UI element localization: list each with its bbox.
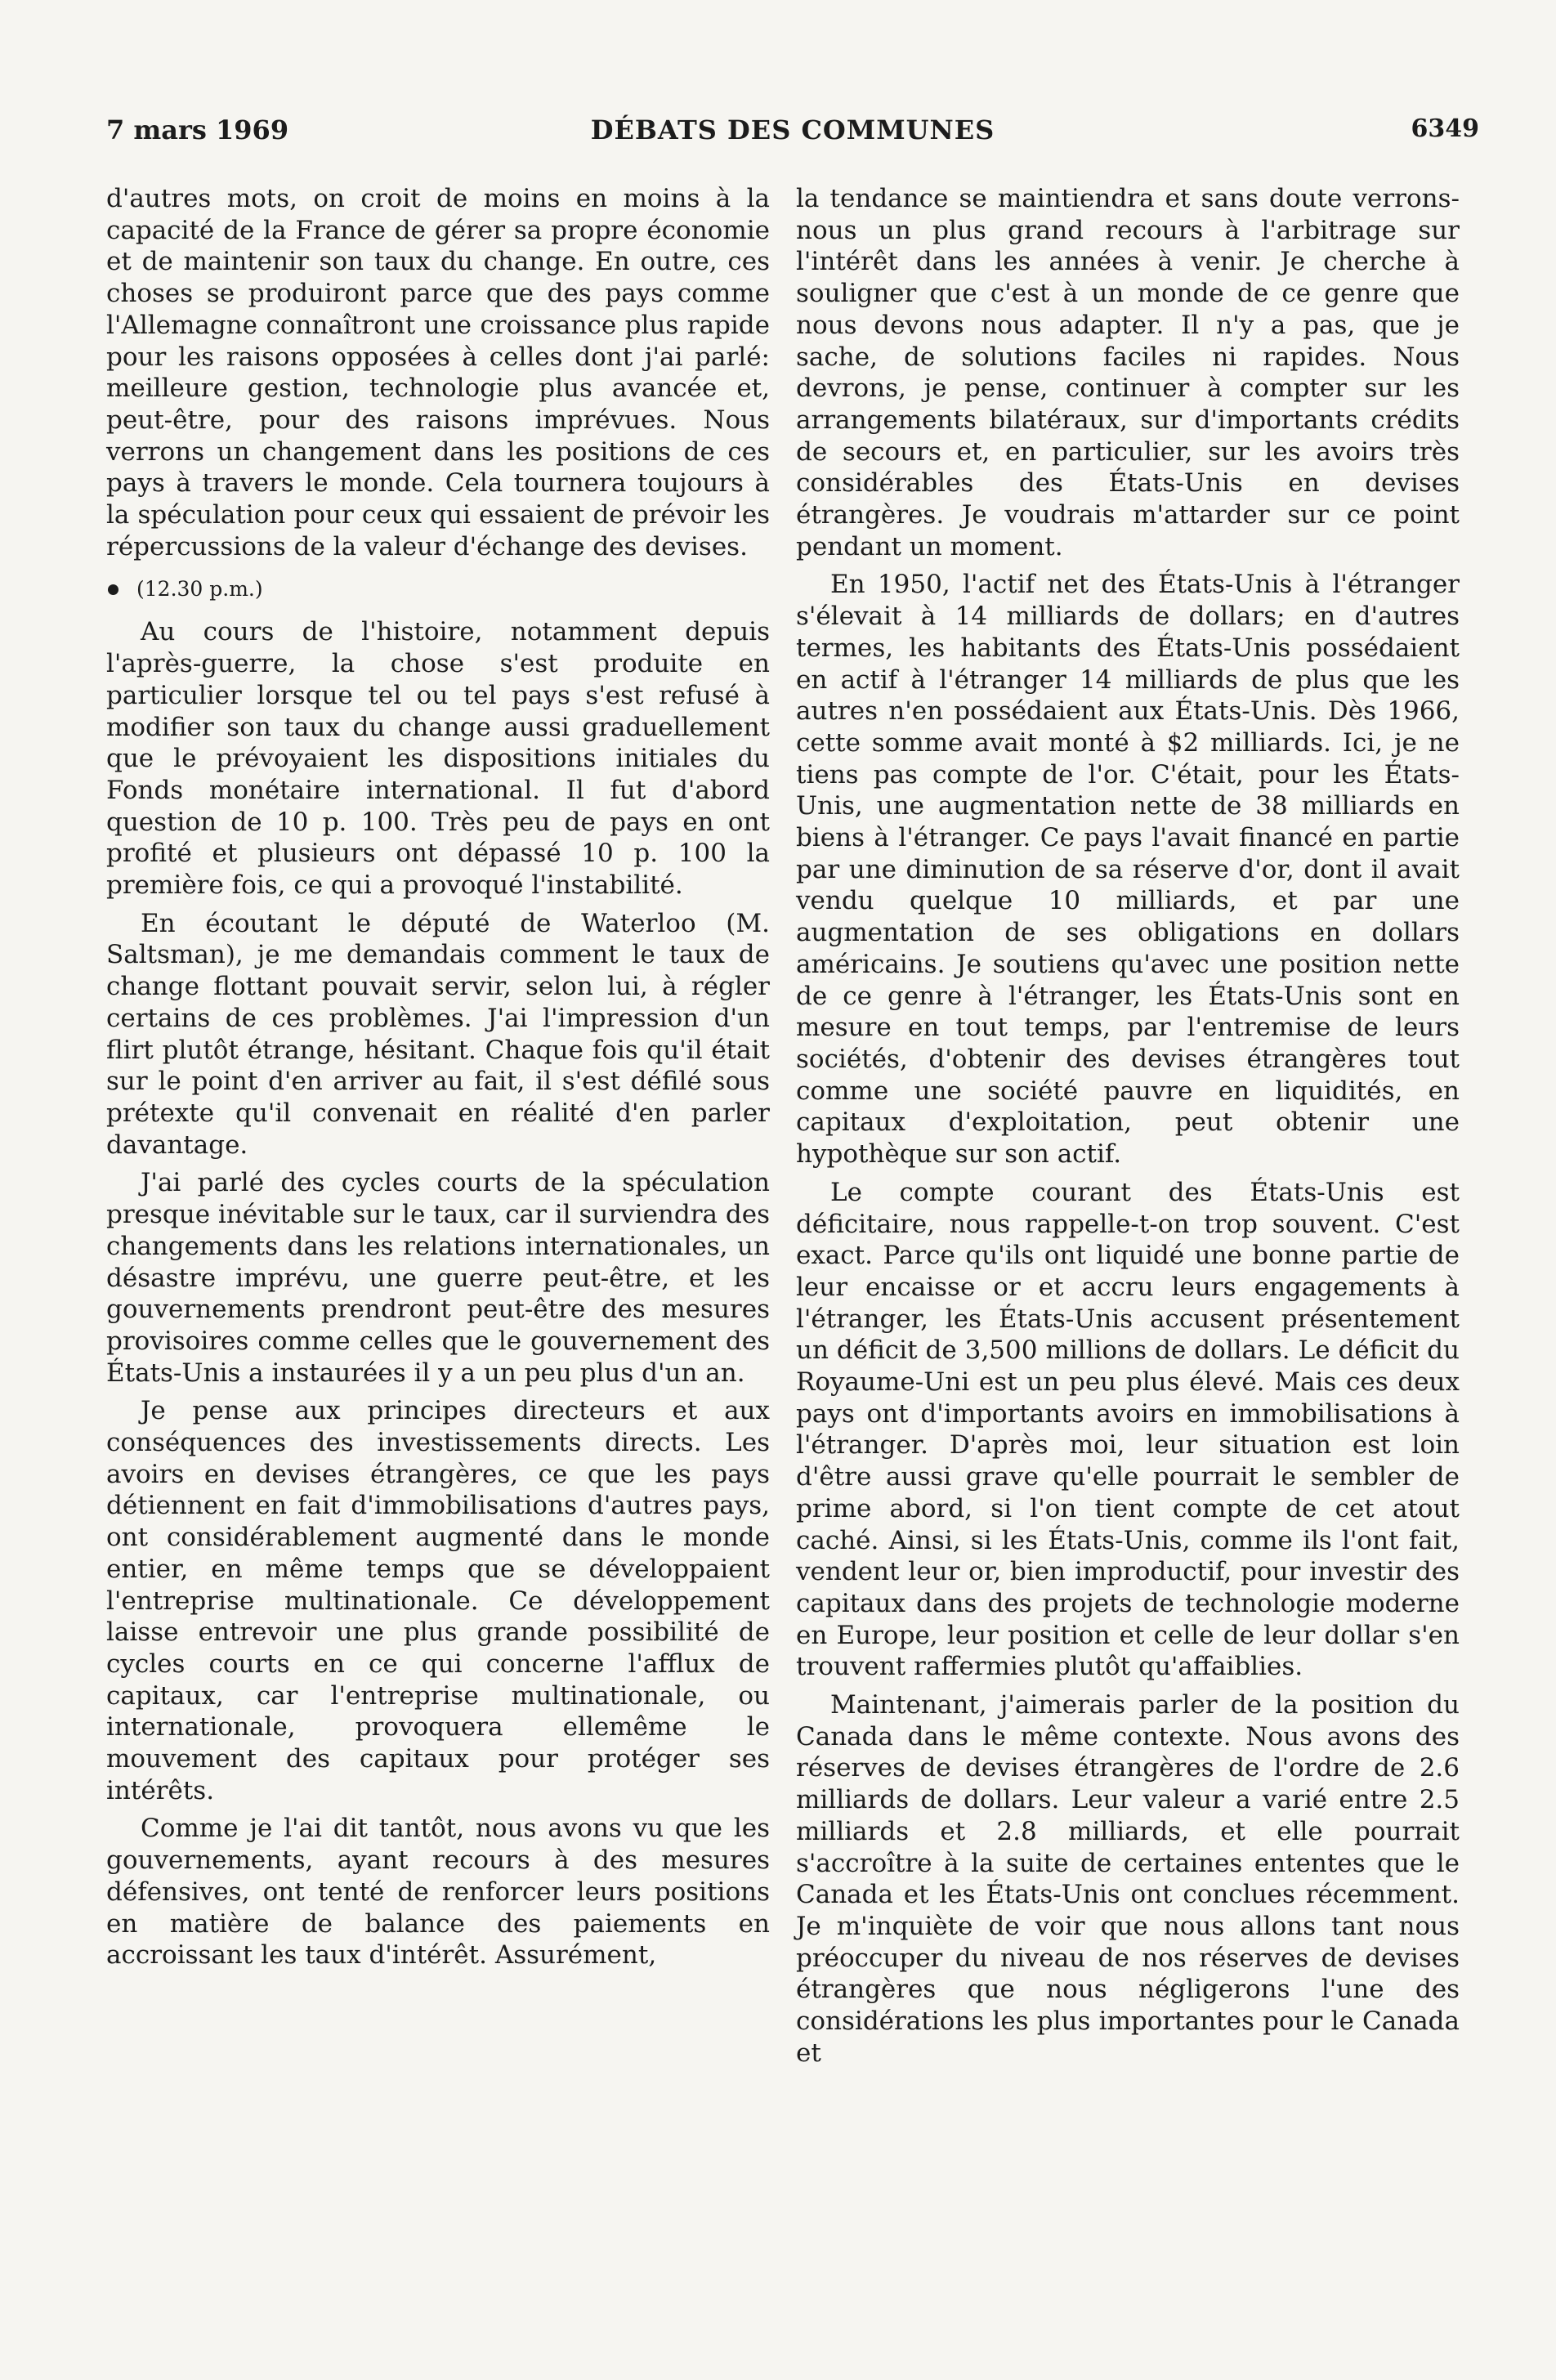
time-marker-text: (12.30 p.m.): [136, 577, 263, 602]
paragraph: Je pense aux principes directeurs et aux conséquences des investissements directs. Les avoirs en devises étrangères, ce que les pays détiennent en fait d'immobilisations d'autres pays, ont considérablement augmenté dans le monde entier, en même temps que se développaient l'entreprise multinationale. Ce développement laisse entrevoir une plus grande possibilité de cycles courts en ce qui concerne l'afflux de capitaux, car l'entreprise multinationale, ou internationale, provoquera ellemême le mouvement des capitaux pour protéger ses intérêts.: [106, 1396, 770, 1805]
paragraph: En 1950, l'actif net des États-Unis à l'étranger s'élevait à 14 milliards de dollars; en d'autres termes, les habitants des États-Unis possédaient en actif à l'étranger 14 milliards de plus que les autres n'en possédaient aux États-Unis. Dès 1966, cette somme avait monté à $2 milliards. Ici, je ne tiens pas compte de l'or. C'était, pour les États-Unis, une augmentation nette de 38 milliards en biens à l'étranger. Ce pays l'avait financé en partie par une diminution de sa réserve d'or, dont il avait vendu quelque 10 milliards, et par une augmentation de ses obligations en dollars américains. Je soutiens qu'avec une position nette de ce genre à l'étranger, les États-Unis sont en mesure en tout temps, par l'entremise de leurs sociétés, d'obtenir des devises étrangères tout comme une société pauvre en liquidités, en capitaux d'exploitation, peut obtenir une hypothèque sur son actif.: [796, 570, 1460, 1170]
paragraph: Maintenant, j'aimerais parler de la position du Canada dans le même contexte. Nous avons des réserves de devises étrangères de l'ordre de 2.6 milliards de dollars. Leur valeur a varié entre 2.5 milliards et 2.8 milliards, et elle pourrait s'accroître à la suite de certaines ententes que le Canada et les États-Unis ont conclues récemment. Je m'inquiète de voir que nous allons tant nous préoccuper du niveau de nos réserves de devises étrangères que nous négligerons l'une des considérations les plus importantes pour le Canada et: [796, 1690, 1460, 2068]
time-marker: [106, 574, 770, 605]
bullet-icon: [108, 584, 118, 595]
paragraph: la tendance se maintiendra et sans doute verrons-nous un plus grand recours à l'arbitrage sur l'intérêt dans les années à venir. Je cherche à souligner que c'est à un monde de ce genre que nous devons nous adapter. Il n'y a pas, que je sache, de solutions faciles ni rapides. Nous devrons, je pense, continuer à compter sur les arrangements bilatéraux, sur d'importants crédits de secours et, en particulier, sur les avoirs très considérables des États-Unis en devises étrangères. Je voudrais m'attarder sur ce point pendant un moment.: [796, 184, 1460, 561]
paragraph: En écoutant le député de Waterloo (M. Saltsman), je me demandais comment le taux de change flottant pouvait servir, selon lui, à régler certains de ces problèmes. J'ai l'impression d'un flirt plutôt étrange, hésitant. Chaque fois qu'il était sur le point d'en arriver au fait, il s'est défilé sous prétexte qu'il convenait en réalité d'en parler davantage.: [106, 908, 770, 1160]
paragraph: Au cours de l'histoire, notamment depuis l'après-guerre, la chose s'est produite en particulier lorsque tel ou tel pays s'est refusé à modifier son taux du change aussi graduellement que le prévoyaient les dispositions initiales du Fonds monétaire international. Il fut d'abord question de 10 p. 100. Très peu de pays en ont profité et plusieurs ont dépassé 10 p. 100 la première fois, ce qui a provoqué l'instabilité.: [106, 617, 770, 901]
right-column: [796, 183, 1460, 2075]
paragraph: d'autres mots, on croit de moins en moins à la capacité de la France de gérer sa propre économie et de maintenir son taux du change. En outre, ces choses se produiront parce que des pays comme l'Allemagne connaîtront une croissance plus rapide pour les raisons opposées à celles dont j'ai parlé: meilleure gestion, technologie plus avancée et, peut-être, pour des raisons imprévues. Nous verrons un changement dans les positions de ces pays à travers le monde. Cela tournera toujours à la spéculation pour ceux qui essaient de prévoir les répercussions de la valeur d'échange des devises.: [106, 184, 770, 561]
paragraph: J'ai parlé des cycles courts de la spéculation presque inévitable sur le taux, car il surviendra des changements dans les relations internationales, un désastre imprévu, une guerre peut-être, et les gouvernements prendront peut-être des mesures provisoires comme celles que le gouvernement des États-Unis a instaurées il y a un peu plus d'un an.: [106, 1168, 770, 1388]
left-column: [106, 183, 770, 1978]
paragraph: Le compte courant des États-Unis est déficitaire, nous rappelle-t-on trop souvent. C'est exact. Parce qu'ils ont liquidé une bonne partie de leur encaisse or et accru leurs engagements à l'étranger, les États-Unis accusent présentement un déficit de 3,500 millions de dollars. Le déficit du Royaume-Uni est un peu plus élevé. Mais ces deux pays ont d'importants avoirs en immobilisations à l'étranger. D'après moi, leur situation est loin d'être aussi grave qu'elle pourrait le sembler de prime abord, si l'on tient compte de cet atout caché. Ainsi, si les États-Unis, comme ils l'ont fait, vendent leur or, bien improductif, pour investir des capitaux dans des projets de technologie moderne en Europe, leur position et celle de leur dollar s'en trouvent raffermies plutôt qu'affaiblies.: [796, 1177, 1460, 1682]
paragraph: Comme je l'ai dit tantôt, nous avons vu que les gouvernements, ayant recours à des mesures défensives, ont tenté de renforcer leurs positions en matière de balance des paiements en accroissant les taux d'intérêt. Assurément,: [106, 1814, 770, 1971]
header-date: 7 mars 1969: [106, 114, 289, 145]
page-number: 6349: [1411, 114, 1479, 143]
page-header: [106, 114, 1479, 155]
header-title: DÉBATS DES COMMUNES: [590, 114, 995, 145]
